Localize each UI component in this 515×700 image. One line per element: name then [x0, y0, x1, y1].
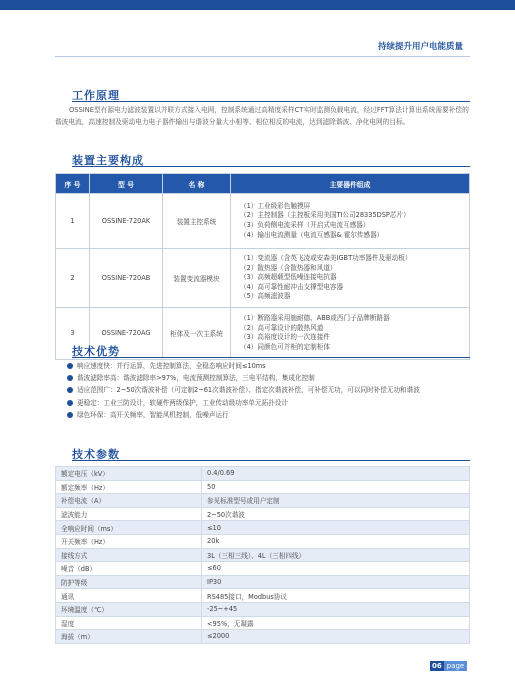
param-key: 补偿电流（A）	[56, 494, 202, 508]
table-row	[56, 589, 470, 603]
advantage-text: 谐波滤除率高：谐波滤除率>97%，电流预测控制算法，三电平结构，集成化控制	[77, 374, 315, 383]
list-item	[67, 397, 470, 409]
composition-header-row	[56, 174, 470, 194]
param-key: 通讯	[56, 589, 202, 603]
table-row	[56, 249, 470, 308]
col-header-parts: 主要器件组成	[231, 174, 470, 194]
part-item: （3）高裕度设计的一次连接件	[240, 333, 330, 342]
list-item	[67, 360, 470, 372]
col-header-name: 名 称	[163, 174, 231, 194]
part-item: （1）断路器采用施耐德、ABB或西门子品牌断路器	[240, 314, 390, 323]
row-name: 装置主控系统	[163, 194, 231, 249]
part-item: （2）散热器（含散热器和风道）	[240, 263, 337, 272]
table-row	[56, 562, 470, 576]
param-key: 接线方式	[56, 548, 202, 562]
table-row	[56, 602, 470, 616]
param-value: 20k	[202, 534, 470, 548]
param-value: 50	[202, 480, 470, 494]
part-item: （2）主控制器（主控板采用美国TI公司28335DSP芯片）	[240, 211, 410, 220]
table-row	[56, 521, 470, 535]
col-header-no: 序 号	[56, 174, 90, 194]
param-key: 海拔（m）	[56, 630, 202, 644]
advantage-text: 适应范围广：2~50次谐波补偿（可定制2~61次谐波补偿）、指定次谐波补偿，可补偿无功，可以同时补偿无功和谐波	[77, 386, 420, 395]
part-item: （4）输出电流测量（电流互感器& 霍尔传感器）	[240, 230, 384, 239]
param-value: ≤60	[202, 562, 470, 576]
part-item: （3）负荷侧电流采样（开启式电流互感器）	[240, 221, 370, 229]
param-value: 0.4/0.69	[202, 467, 470, 481]
composition-title-underline	[72, 166, 470, 167]
header-divider	[55, 56, 470, 57]
param-value: 2~50次谐波	[202, 507, 470, 521]
table-row	[56, 548, 470, 562]
param-key: 防护等级	[56, 575, 202, 589]
row-no: 3	[56, 307, 90, 359]
part-item: （4）高可靠性耐冲击支撑型电容器	[240, 282, 344, 291]
table-row	[56, 630, 470, 644]
row-name: 柜体及一次主系统	[163, 307, 231, 359]
param-value: IP30	[202, 575, 470, 589]
param-value: 3L（三相三线）、4L（三相四线）	[202, 548, 470, 562]
param-key: 滤波能力	[56, 507, 202, 521]
advantages-title-underline	[72, 357, 470, 358]
table-row	[56, 616, 470, 630]
bullet-dot-icon	[67, 387, 73, 393]
bullet-dot-icon	[67, 412, 73, 418]
advantage-text: 绿色环保：高开关频率，智能风机控制，低噪声运行	[77, 410, 229, 419]
advantages-list	[67, 360, 470, 421]
list-item	[67, 409, 470, 421]
param-key: 湿度	[56, 616, 202, 630]
page-number: 06	[432, 662, 442, 670]
advantage-text: 响应速度快：并行运算，先进控制算法，全稳态响应时间≤10ms	[77, 362, 266, 370]
row-no: 1	[56, 194, 90, 249]
part-item: （2）高可靠设计的散热风道	[240, 323, 324, 332]
part-item: （3）高频超载型低噪连接电抗器	[240, 273, 337, 282]
page-number-badge	[430, 661, 467, 671]
list-item	[67, 372, 470, 384]
row-parts	[231, 249, 470, 308]
parameters-title: 技术参数	[72, 448, 120, 461]
row-no: 2	[56, 249, 90, 308]
param-value: -25~+45	[202, 602, 470, 616]
row-model: OSSINE-720AB	[90, 249, 163, 308]
row-parts	[231, 194, 470, 249]
bullet-dot-icon	[67, 363, 73, 369]
page-label: page	[444, 661, 467, 671]
table-row	[56, 494, 470, 508]
principle-title: 工作原理	[72, 89, 120, 102]
part-item: （1）工业级彩色触摸屏	[240, 201, 311, 210]
param-value: 参见标准型号或用户定制	[202, 494, 470, 508]
param-key: 噪音（dB）	[56, 562, 202, 576]
table-row	[56, 534, 470, 548]
row-model: OSSINE-720AG	[90, 307, 163, 359]
list-item	[67, 384, 470, 396]
top-color-bar	[0, 0, 515, 10]
advantage-text: 更稳定：工业三防设计，软硬件两级保护，工业传动级功率单元拓扑设计	[77, 398, 288, 407]
row-parts	[231, 307, 470, 359]
param-key: 额定频率（Hz）	[56, 480, 202, 494]
composition-table	[55, 173, 470, 360]
param-key: 额定电压（kV）	[56, 467, 202, 481]
param-key: 全响应时间（ms）	[56, 521, 202, 535]
param-value: <95%，无凝露	[202, 616, 470, 630]
part-item: （1）变流器（含英飞凌或安森美IGBT功率器件及驱动板）	[240, 254, 412, 262]
bullet-dot-icon	[67, 375, 73, 381]
param-value: ≤10	[202, 521, 470, 535]
param-value: RS485接口，Modbus协议	[202, 589, 470, 603]
principle-body	[55, 104, 470, 128]
table-row	[56, 480, 470, 494]
col-header-model: 型 号	[90, 174, 163, 194]
table-row	[56, 507, 470, 521]
principle-title-underline	[72, 101, 470, 102]
parameters-table	[55, 466, 470, 644]
param-value: ≤2000	[202, 630, 470, 644]
bullet-dot-icon	[67, 400, 73, 406]
param-key: 开关频率（Hz）	[56, 534, 202, 548]
row-model: OSSINE-720AK	[90, 194, 163, 249]
part-item: （4）同颜色可并柜的定制柜体	[240, 343, 330, 352]
table-row	[56, 467, 470, 481]
table-row	[56, 575, 470, 589]
table-row	[56, 194, 470, 249]
composition-title: 装置主要构成	[72, 154, 144, 167]
part-item: （5）高频滤波器	[240, 292, 291, 301]
parameters-title-underline	[72, 460, 470, 461]
principle-paragraph: OSSINE型有源电力滤波装置以并联方式接入电网，控制系统通过高精度采样CT实时监测负载电流，经过FFT算法计算出系统需要补偿的谐波电流，高速控制及驱动电力电子器件输出与谐波分量大小相等、相位相反的电流，达到滤除谐波、净化电网的目标。	[55, 106, 469, 126]
param-key: 环境温度（℃）	[56, 602, 202, 616]
advantages-title: 技术优势	[72, 345, 120, 358]
row-name: 装置变流器模块	[163, 249, 231, 308]
header-slogan: 持续提升用户电能质量	[377, 42, 463, 52]
